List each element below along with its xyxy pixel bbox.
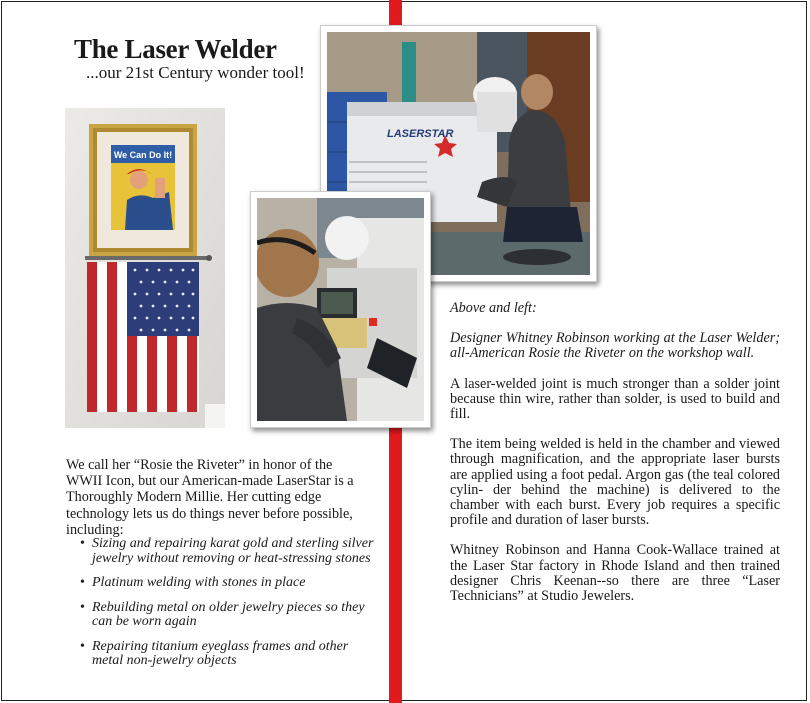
paragraph-technicians: Whitney Robinson and Hanna Cook-Wallace trained at the Laser Star factory in Rhode Island and then trained designer Chris Keenan--so there are three “Laser Technicians” at Studio Jewelers.	[450, 542, 780, 605]
paragraph-laser-joint: A laser-welded joint is much stronger than a solder joint because thin wire, rather than solder, is used to build and fill.	[450, 375, 780, 423]
right-column	[450, 301, 780, 619]
page-subtitle: ...our 21st Century wonder tool!	[86, 63, 305, 82]
rosie-flag-image	[65, 108, 225, 428]
poster-text: We Can Do It!	[113, 150, 173, 160]
rosie-flag-photo	[65, 108, 225, 428]
caption-body: Designer Whitney Robinson working at the Laser Welder; all-American Rosie the Riveter on the workshop wall.	[450, 330, 780, 362]
intro-paragraph: We call her “Rosie the Riveter” in honor of the WWII Icon, but our American-made LaserStar is a Thoroughly Modern Millie. Her cutting edge technology lets us do things never before possible, including:	[66, 457, 354, 538]
list-item: • Repairing titanium eyeglass frames and other metal non-jewelry objects	[80, 640, 380, 669]
capabilities-list	[80, 537, 380, 679]
caption-heading: Above and left:	[450, 300, 537, 316]
page-title: The Laser Welder	[74, 34, 277, 64]
laser-welder-photo-closeup	[250, 191, 431, 428]
paragraph-welding-process: The item being welded is held in the chamber and viewed through magnification, and the appropriate laser bursts are applied using a foot pedal. Argon gas (the teal colored cylin- der behind the machine) is delivered to the chamber with each burst. Every job requires a specific profile and duration of laser bursts.	[450, 436, 780, 529]
list-item: • Rebuilding metal on older jewelry pieces so they can be worn again	[80, 601, 380, 630]
laser-welder-image-closeup	[257, 198, 424, 421]
list-item: • Platinum welding with stones in place	[80, 576, 380, 591]
machine-brand-label: LASERSTAR	[387, 128, 454, 140]
list-item: • Sizing and repairing karat gold and sterling silver jewelry without removing or heat-stressing stones	[80, 537, 380, 566]
